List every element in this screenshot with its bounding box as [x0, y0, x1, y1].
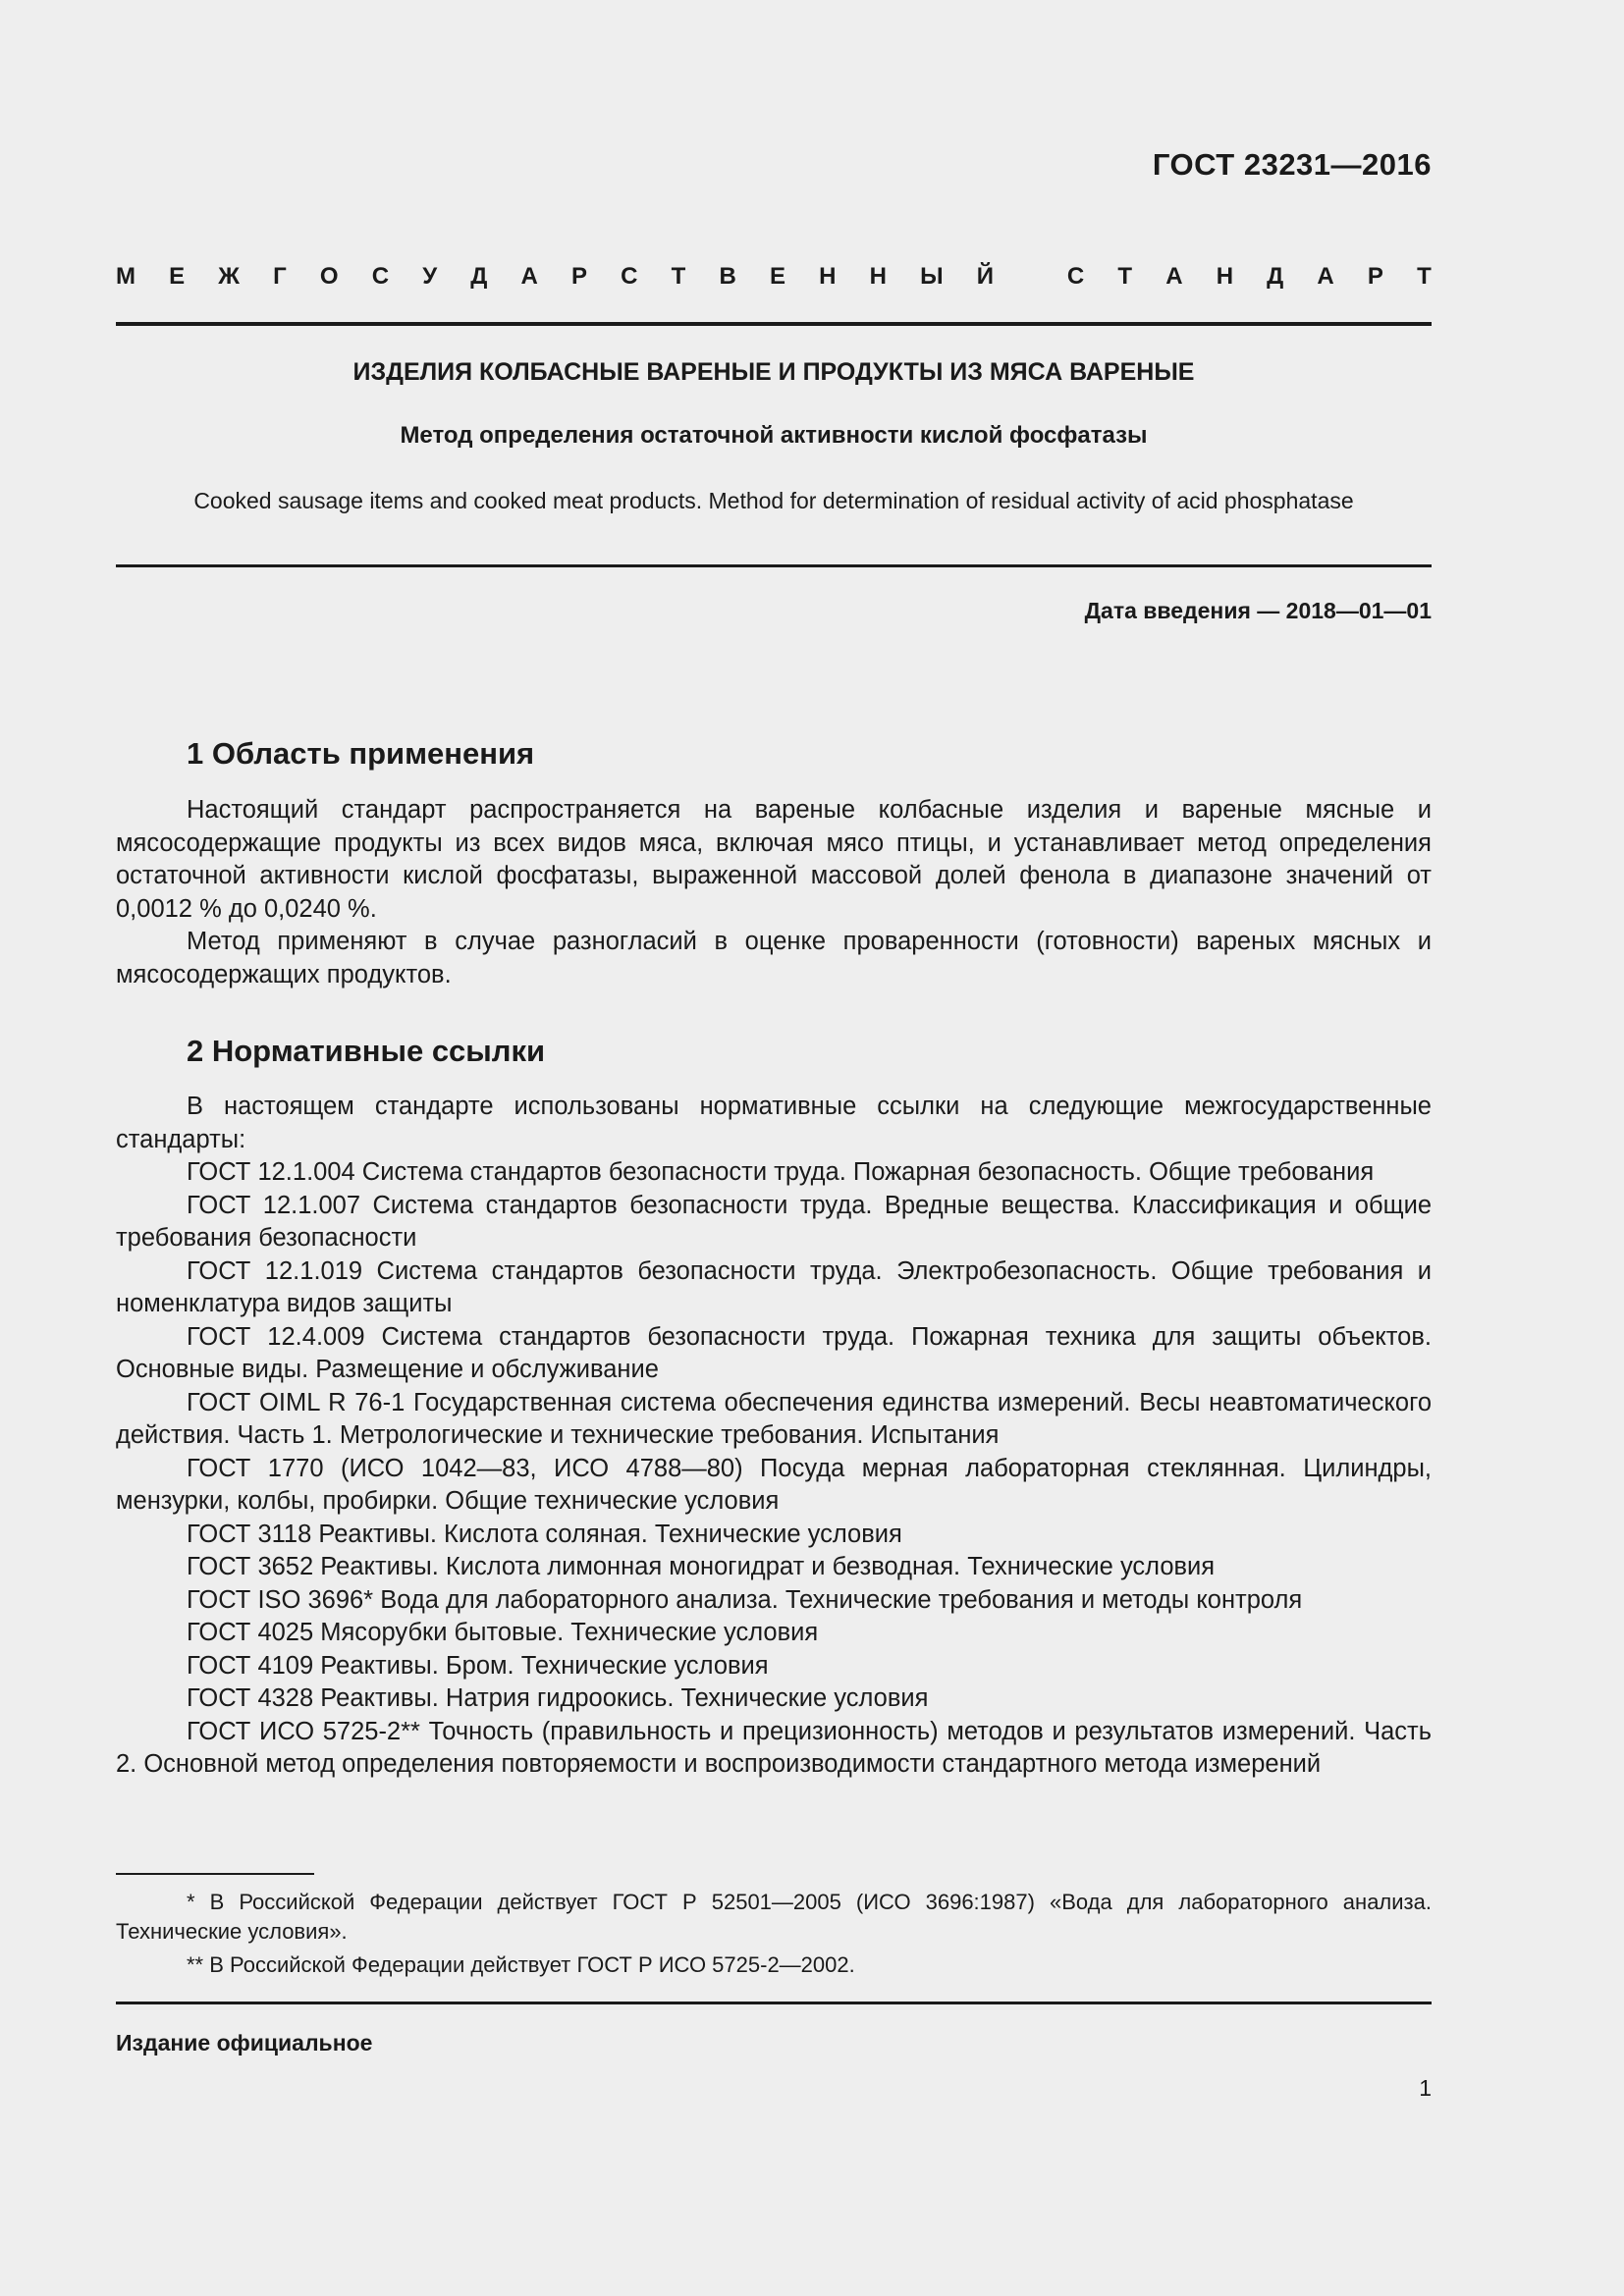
footnote: * В Российской Федерации действует ГОСТ Р 52501—2005 (ИСО 3696:1987) «Вода для лабораторного анализа. Технические условия».	[116, 1890, 1432, 1944]
reference-item: ГОСТ ИСО 5725-2** Точность (правильность и прецизионность) методов и результатов измерений. Часть 2. Основной метод определения повторяемости и воспроизводимости стандартного метода измерений	[116, 1717, 1432, 1778]
reference-item: ГОСТ 12.1.004 Система стандартов безопасности труда. Пожарная безопасность. Общие требования	[187, 1158, 1375, 1186]
banner-letter: У	[422, 263, 438, 290]
banner-letter: А	[520, 263, 538, 290]
section-2-body	[116, 1091, 1432, 1782]
banner-letter: Г	[273, 263, 287, 290]
page-number: 1	[1419, 2075, 1432, 2101]
banner-letter: С	[1066, 263, 1085, 290]
reference-item: ГОСТ 12.1.007 Система стандартов безопасности труда. Вредные вещества. Классификация и общие требования безопасности	[116, 1191, 1432, 1252]
reference-item: ГОСТ 4109 Реактивы. Бром. Технические условия	[187, 1651, 769, 1680]
banner-letter: Ж	[218, 263, 240, 290]
banner-letter: Т	[1117, 263, 1133, 290]
document-page	[116, 0, 1432, 2296]
reference-item: ГОСТ 1770 (ИСО 1042—83, ИСО 4788—80) Посуда мерная лабораторная стеклянная. Цилиндры, мензурки, колбы, пробирки. Общие технические условия	[116, 1454, 1432, 1515]
document-title: ИЗДЕЛИЯ КОЛБАСНЫЕ ВАРЕНЫЕ И ПРОДУКТЫ ИЗ МЯСА ВАРЕНЫЕ	[352, 358, 1195, 386]
title-divider	[116, 564, 1432, 567]
banner-letter: О	[319, 263, 339, 290]
header-divider	[116, 322, 1432, 326]
footnote: ** В Российской Федерации действует ГОСТ Р ИСО 5725-2—2002.	[187, 1952, 855, 1977]
reference-item: ГОСТ ISO 3696* Вода для лабораторного анализа. Технические требования и методы контроля	[187, 1585, 1303, 1614]
official-edition-label: Издание официальное	[116, 2030, 373, 2056]
document-subtitle: Метод определения остаточной активности кислой фосфатазы	[400, 422, 1148, 449]
reference-item: ГОСТ 12.1.019 Система стандартов безопасности труда. Электробезопасность. Общие требования и номенклатура видов защиты	[116, 1256, 1432, 1317]
section-1-heading: 1 Область применения	[187, 736, 535, 771]
banner-letter: А	[1317, 263, 1334, 290]
banner-letter: А	[1165, 263, 1183, 290]
interstate-standard-banner	[116, 263, 1432, 291]
reference-item: ГОСТ 3652 Реактивы. Кислота лимонная моногидрат и безводная. Технические условия	[187, 1553, 1216, 1580]
banner-letter: Й	[976, 263, 994, 290]
banner-letter: Е	[769, 263, 785, 290]
reference-item: ГОСТ OIML R 76-1 Государственная система обеспечения единства измерений. Весы неавтоматического действия. Часть 1. Метрологические и технические требования. Испытания	[116, 1388, 1432, 1449]
reference-item: ГОСТ 12.4.009 Система стандартов безопасности труда. Пожарная техника для защиты объектов. Основные виды. Размещение и обслуживание	[116, 1322, 1432, 1383]
banner-letter: Д	[1267, 263, 1284, 290]
banner-letter: Н	[819, 263, 837, 290]
section-1-body	[116, 794, 1432, 991]
footnotes	[116, 1888, 1432, 1984]
banner-letter: В	[719, 263, 736, 290]
paragraph: В настоящем стандарте использованы нормативные ссылки на следующие межгосударственные стандарты:	[116, 1093, 1432, 1153]
document-number: ГОСТ 23231—2016	[1152, 147, 1432, 182]
banner-letter: Р	[1367, 263, 1383, 290]
banner-letter: Ы	[920, 263, 944, 290]
banner-letter: Е	[169, 263, 186, 290]
banner-letter: Р	[571, 263, 588, 290]
paragraph: Метод применяют в случае разногласий в оценке проваренности (готовности) вареных мясных и мясосодержащих продуктов.	[116, 928, 1432, 988]
english-title: Cooked sausage items and cooked meat products. Method for determination of residual activity of acid phosphatase	[193, 488, 1354, 513]
reference-item: ГОСТ 4025 Мясорубки бытовые. Технические условия	[187, 1619, 819, 1646]
section-2-heading: 2 Нормативные ссылки	[187, 1034, 546, 1068]
reference-item: ГОСТ 3118 Реактивы. Кислота соляная. Технические условия	[187, 1520, 902, 1548]
banner-letter: Т	[1417, 263, 1432, 290]
footer-divider	[116, 2002, 1432, 2004]
banner-letter: М	[116, 263, 135, 290]
banner-space	[1027, 263, 1034, 291]
banner-letter: Н	[1216, 263, 1234, 290]
footnote-separator	[116, 1873, 314, 1875]
banner-letter: Д	[470, 263, 488, 290]
banner-letter: С	[621, 263, 638, 290]
paragraph: Настоящий стандарт распространяется на вареные колбасные изделия и вареные мясные и мясосодержащие продукты из всех видов мяса, включая мясо птицы, и устанавливает метод определения остаточной активности кислой фосфатазы, выраженной массовой долей фенола в диапазоне значений от 0,0012 % до 0,0240 %.	[116, 796, 1432, 923]
introduction-date: Дата введения — 2018—01—01	[1084, 598, 1432, 623]
banner-letter: Н	[869, 263, 887, 290]
reference-item: ГОСТ 4328 Реактивы. Натрия гидроокись. Технические условия	[187, 1684, 929, 1712]
banner-letter: С	[371, 263, 390, 290]
banner-letter: Т	[671, 263, 686, 290]
